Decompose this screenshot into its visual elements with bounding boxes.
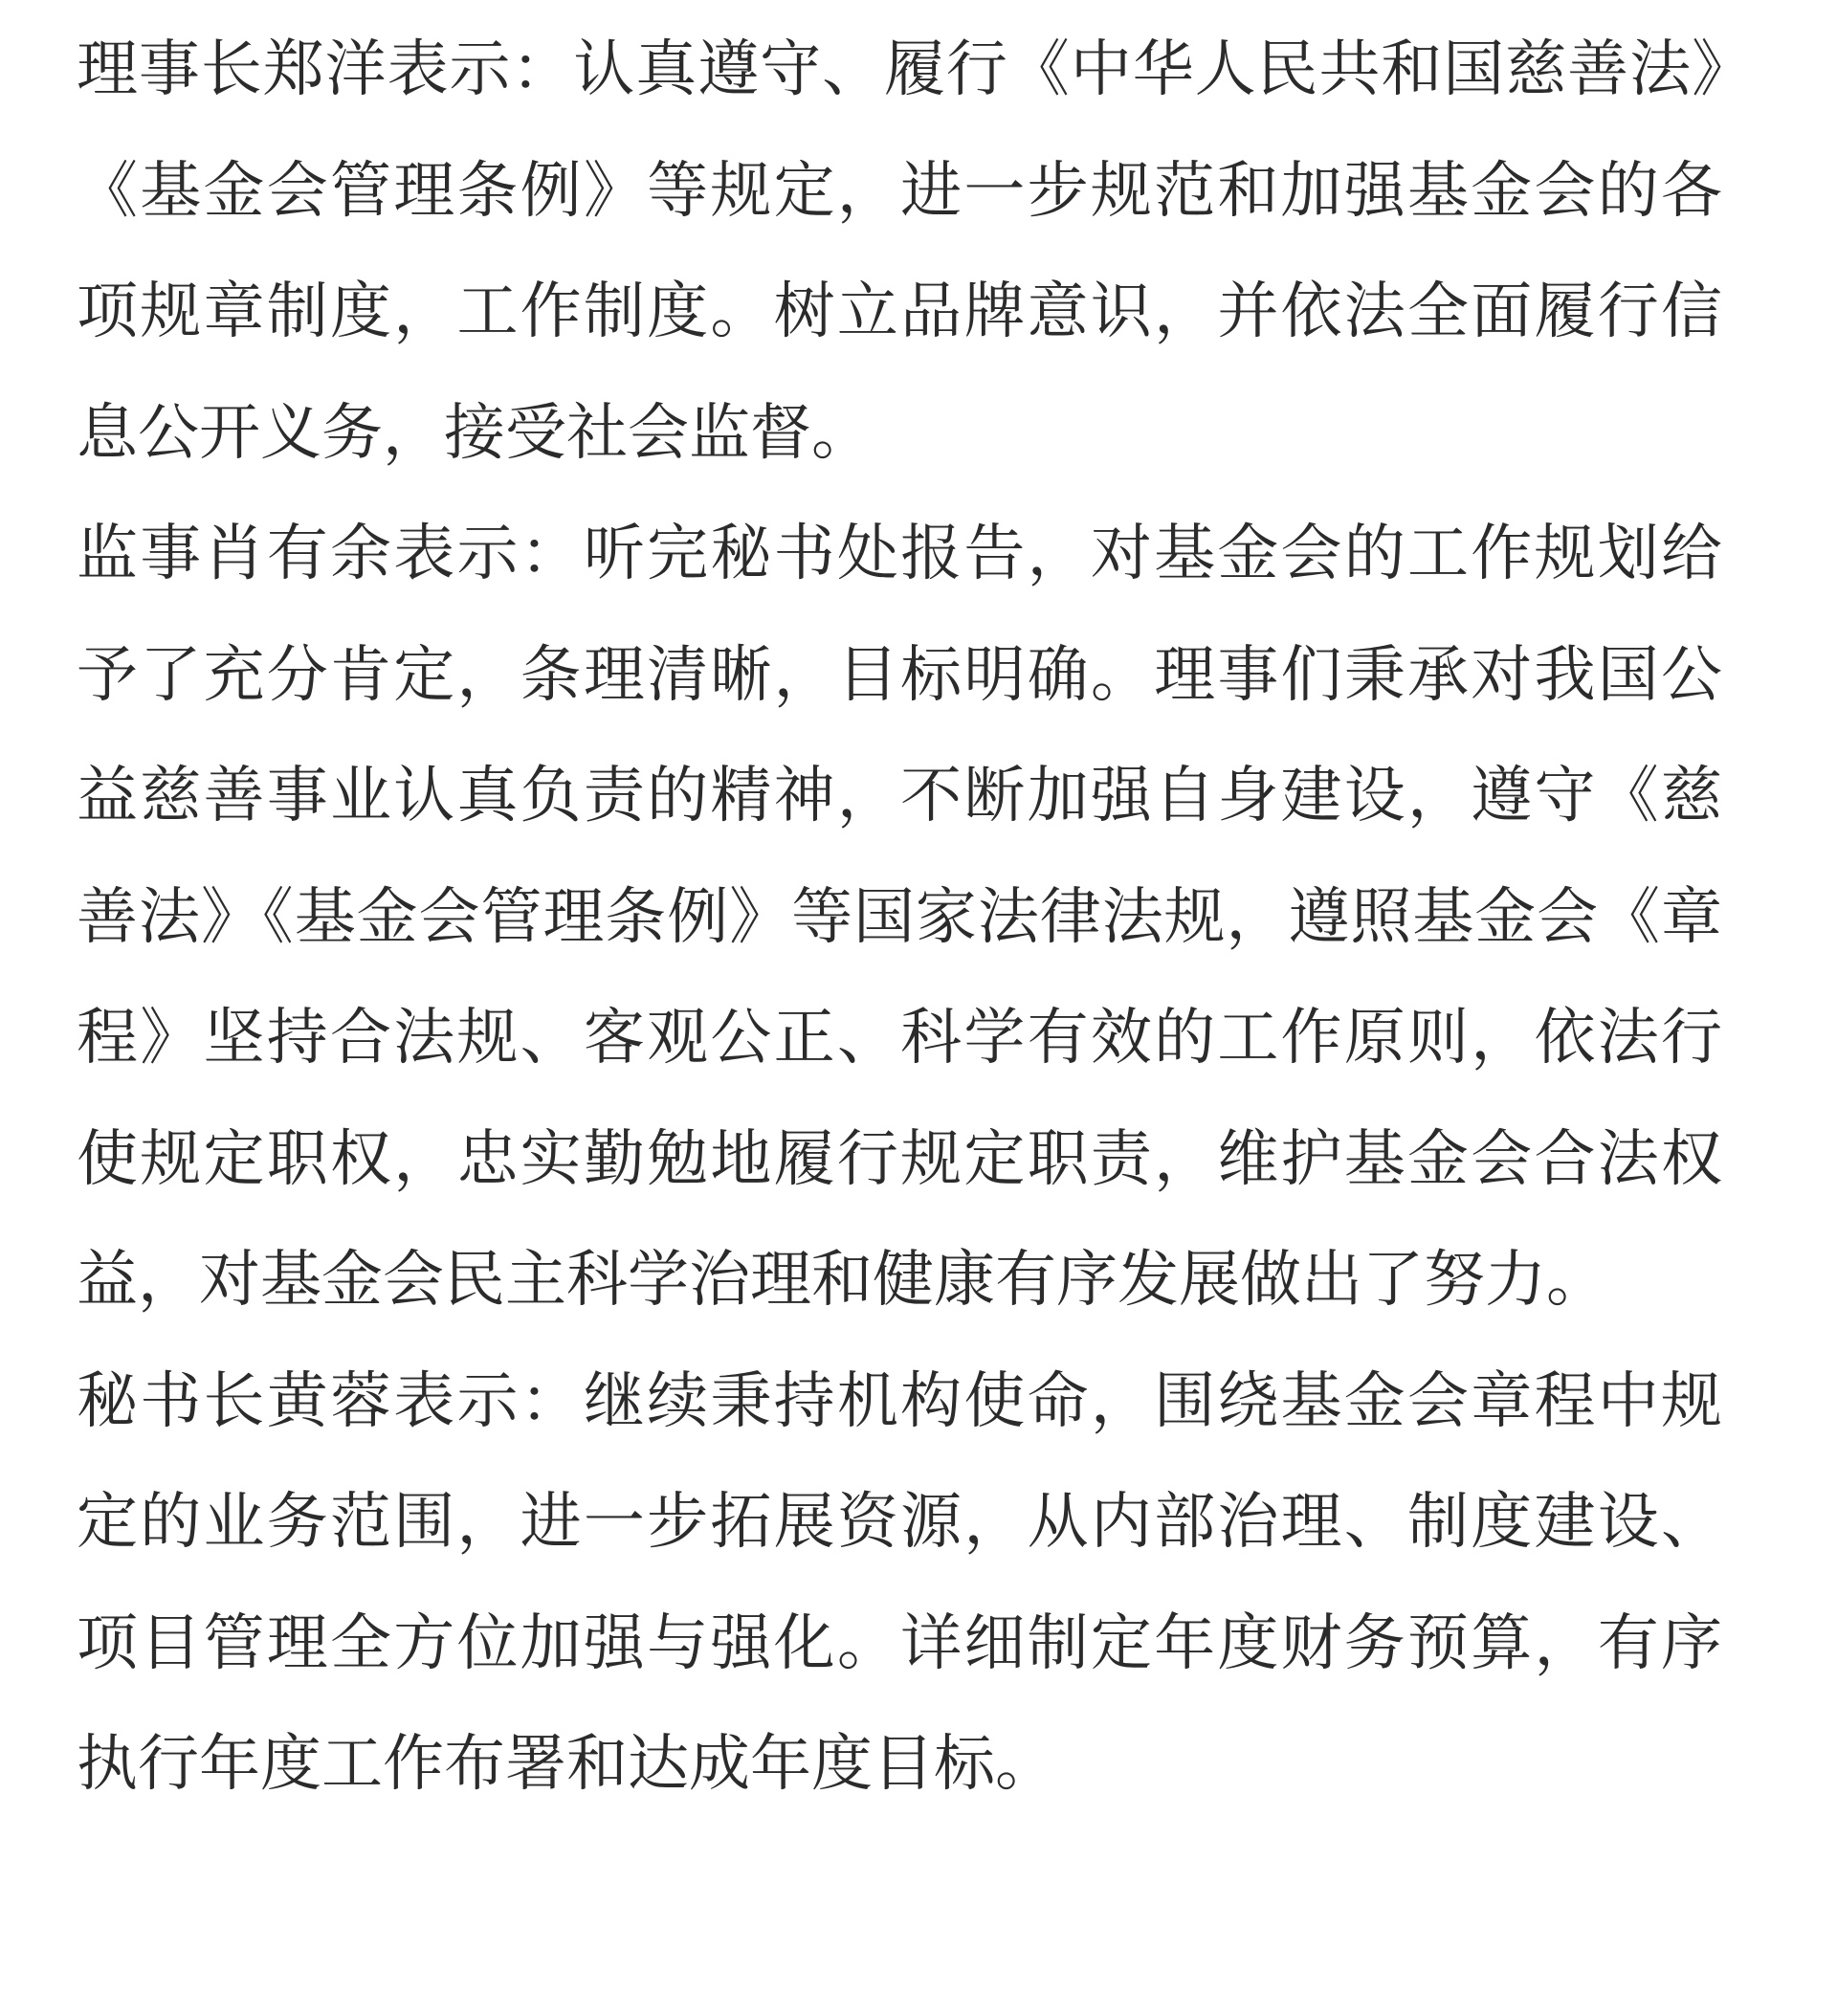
paragraph-supervisor-statement: 监事肖有余表示：听完秘书处报告，对基金会的工作规划给予了充分肯定，条理清晰，目标明确。理事们秉承对我国公益慈善事业认真负责的精神，不断加强自身建设，遵守《慈善法》《基金会管理条例》等国家法律法规，遵照基金会《章程》坚持合法规、客观公正、科学有效的工作原则，依法行使规定职权，忠实勤勉地履行规定职责，维护基金会合法权益，对基金会民主科学治理和健康有序发展做出了努力。: [77, 519, 1722, 1316]
article-body: [77, 10, 1722, 1826]
paragraph-secretary-general-statement: 秘书长黄蓉表示：继续秉持机构使命，围绕基金会章程中规定的业务范围，进一步拓展资源，从内部治理、制度建设、项目管理全方位加强与强化。详细制定年度财务预算，有序执行年度工作布署和达成年度目标。: [77, 1365, 1722, 1800]
paragraph-chairman-statement: 理事长郑洋表示：认真遵守、履行《中华人民共和国慈善法》《基金会管理条例》等规定，进一步规范和加强基金会的各项规章制度，工作制度。树立品牌意识，并依法全面履行信息公开义务，接受社会监督。: [77, 34, 1722, 469]
